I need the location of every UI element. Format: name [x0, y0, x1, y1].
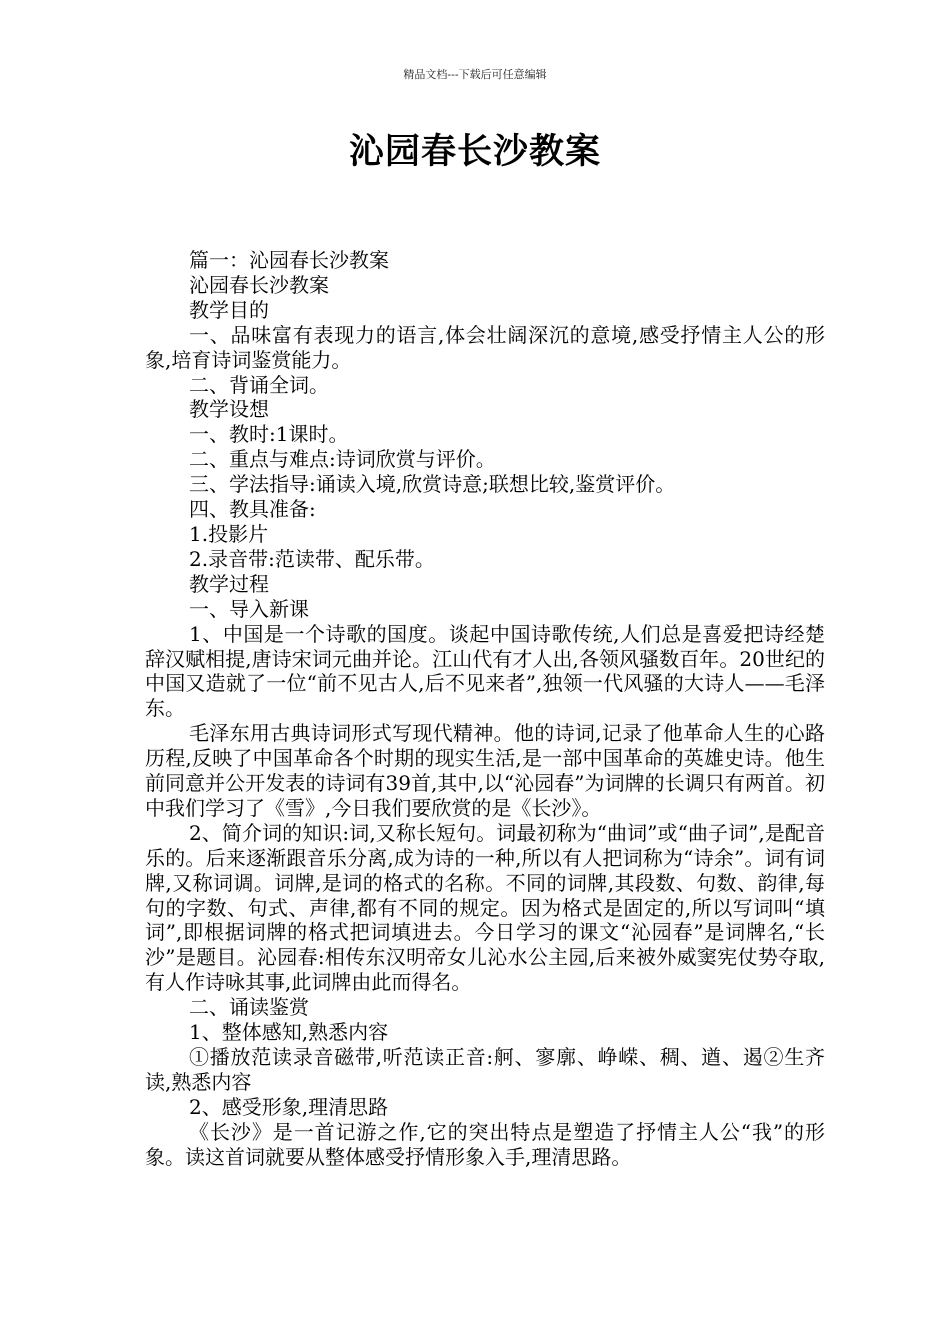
paragraph: 《长沙》是一首记游之作,它的突出特点是塑造了抒情主人公“我”的形象。读这首词就要从整体感受抒情形象入手,理清思路。: [145, 1119, 825, 1169]
paragraph: 教学过程: [189, 571, 269, 596]
paragraph: 三、学法指导:诵读入境,欣赏诗意;联想比较,鉴赏评价。: [189, 472, 676, 497]
paragraph: 2.录音带:范读带、配乐带。: [189, 546, 435, 571]
paragraph: 1.投影片: [189, 521, 269, 546]
paragraph: 一、品味富有表现力的语言,体会壮阔深沉的意境,感受抒情主人公的形象,培育诗词鉴赏能力。: [145, 322, 825, 372]
paragraph: 毛泽东用古典诗词形式写现代精神。他的诗词,记录了他革命人生的心路历程,反映了中国革命各个时期的现实生活,是一部中国革命的英雄史诗。他生前同意并公开发表的诗词有39首,其中,以“沁园春”为词牌的长调只有两首。初中我们学习了《雪》,今日我们要欣赏的是《长沙》。: [145, 721, 825, 820]
paragraph: 二、诵读鉴赏: [189, 995, 309, 1020]
paragraph: 一、教时:1课时。: [189, 422, 349, 447]
paragraph: 2、感受形象,理清思路: [189, 1094, 389, 1119]
paragraph: 教学设想: [189, 397, 269, 422]
document-body: [145, 248, 825, 1170]
paragraph: 2、简介词的知识:词,又称长短句。词最初称为“曲词”或“曲子词”,是配音乐的。后来逐渐跟音乐分离,成为诗的一种,所以有人把词称为“诗余”。词有词牌,又称词调。词牌,是词的格式的名称。不同的词牌,其段数、句数、韵律,每句的字数、句式、声律,都有不同的规定。因为格式是固定的,所以写词叫“填词”,即根据词牌的格式把词填进去。今日学习的课文“沁园春”是词牌名,“长沙”是题目。沁园春:相传东汉明帝女儿沁水公主园,后来被外威窦宪仗势夺取,有人作诗咏其事,此词牌由此而得名。: [145, 820, 825, 995]
paragraph: 篇一：沁园春长沙教案: [189, 248, 389, 272]
paragraph: 二、重点与难点:诗词欣赏与评价。: [189, 447, 496, 472]
paragraph: 教学目的: [189, 297, 269, 322]
paragraph: 1、整体感知,熟悉内容: [189, 1020, 389, 1045]
paragraph: 一、导入新课: [189, 596, 309, 621]
paragraph: ①播放范读录音磁带,听范读正音:舸、寥廓、峥嵘、稠、遒、遏②生齐读,熟悉内容: [145, 1045, 825, 1094]
document-title: 沁园春长沙教案: [348, 132, 601, 172]
paragraph: 沁园春长沙教案: [189, 272, 329, 297]
paragraph: 二、背诵全词。: [189, 372, 329, 397]
paragraph: 四、教具准备:: [189, 497, 316, 522]
paragraph: 1、中国是一个诗歌的国度。谈起中国诗歌传统,人们总是喜爱把诗经楚辞汉赋相提,唐诗宋词元曲并论。江山代有才人出,各领风骚数百年。20世纪的中国又造就了一位“前不见古人,后不见来者”,独领一代风骚的大诗人——毛泽东。: [145, 621, 825, 721]
header-note: 精品文档---下载后可任意编辑: [403, 68, 547, 81]
